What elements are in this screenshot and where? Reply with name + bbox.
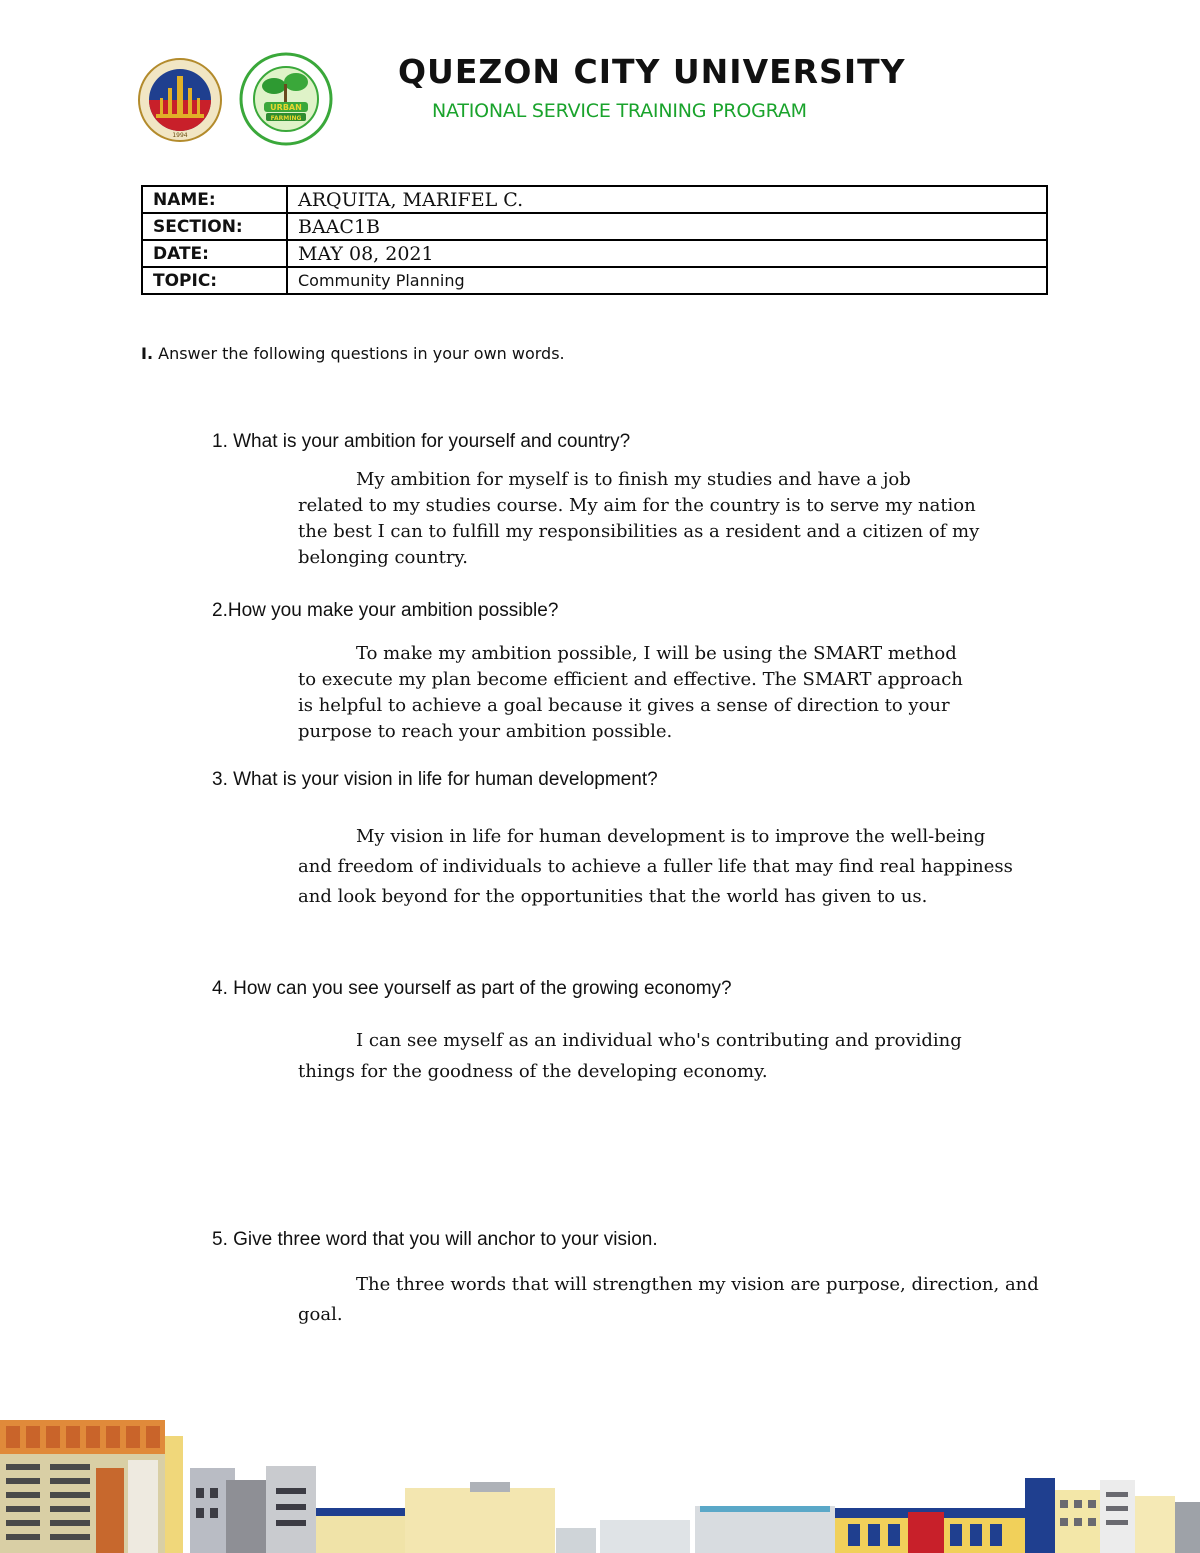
answer-2-line: To make my ambition possible, I will be using the SMART method xyxy=(356,643,957,664)
student-info-table xyxy=(141,185,1048,295)
answer-2 xyxy=(298,641,963,745)
instruction-text: Answer the following questions in your own words. xyxy=(158,344,565,363)
nstp-urban-farming-logo xyxy=(236,52,336,146)
answer-2-line: purpose to reach your ambition possible. xyxy=(298,721,673,742)
answer-3-line: My vision in life for human development is to improve the well-being xyxy=(356,826,986,847)
question-5: 5. Give three word that you will anchor to your vision. xyxy=(212,1229,658,1250)
answer-4-line: things for the goodness of the developing economy. xyxy=(298,1061,768,1082)
svg-text:FARMING: FARMING xyxy=(270,115,302,122)
svg-text:1994: 1994 xyxy=(172,132,188,139)
answer-1 xyxy=(298,467,979,571)
answer-3 xyxy=(298,822,1013,912)
answer-5-line: goal. xyxy=(298,1304,343,1325)
info-row-section xyxy=(142,213,1047,240)
answer-4 xyxy=(298,1025,962,1087)
university-title: QUEZON CITY UNIVERSITY xyxy=(398,52,906,91)
answer-5 xyxy=(298,1270,1039,1330)
info-row-topic xyxy=(142,267,1047,294)
answer-2-line: to execute my plan become efficient and effective. The SMART approach xyxy=(298,669,963,690)
answer-1-line: My ambition for myself is to finish my studies and have a job xyxy=(356,469,911,490)
qcu-seal-logo xyxy=(138,58,222,142)
left-buildings xyxy=(0,1420,690,1553)
question-3: 3. What is your vision in life for human development? xyxy=(212,769,658,790)
city-skyline-illustration xyxy=(0,1408,1200,1553)
name-value: ARQUITA, MARIFEL C. xyxy=(287,186,1047,213)
answer-1-line: the best I can to fulfill my responsibilities as a resident and a citizen of my xyxy=(298,521,980,542)
info-row-date xyxy=(142,240,1047,267)
topic-label: TOPIC: xyxy=(142,267,287,294)
svg-text:URBAN: URBAN xyxy=(270,103,302,112)
answer-3-line: and look beyond for the opportunities that the world has given to us. xyxy=(298,886,928,907)
name-label: NAME: xyxy=(142,186,287,213)
instruction xyxy=(141,344,565,363)
answer-2-line: is helpful to achieve a goal because it gives a sense of direction to your xyxy=(298,695,950,716)
instruction-number: I. xyxy=(141,344,154,363)
info-row-name xyxy=(142,186,1047,213)
date-label: DATE: xyxy=(142,240,287,267)
section-label: SECTION: xyxy=(142,213,287,240)
date-value: MAY 08, 2021 xyxy=(287,240,1047,267)
topic-value: Community Planning xyxy=(287,267,1047,294)
answer-1-line: belonging country. xyxy=(298,547,468,568)
answer-5-line: The three words that will strengthen my vision are purpose, direction, and xyxy=(356,1274,1039,1295)
right-buildings xyxy=(695,1478,1200,1553)
answer-1-line: related to my studies course. My aim for the country is to serve my nation xyxy=(298,495,976,516)
section-value: BAAC1B xyxy=(287,213,1047,240)
question-1: 1. What is your ambition for yourself and country? xyxy=(212,431,631,452)
answer-4-line: I can see myself as an individual who's contributing and providing xyxy=(356,1030,962,1051)
question-4: 4. How can you see yourself as part of the growing economy? xyxy=(212,978,732,999)
question-2: 2.How you make your ambition possible? xyxy=(212,600,559,621)
program-subtitle: NATIONAL SERVICE TRAINING PROGRAM xyxy=(432,100,807,122)
answer-3-line: and freedom of individuals to achieve a fuller life that may find real happiness xyxy=(298,856,1013,877)
